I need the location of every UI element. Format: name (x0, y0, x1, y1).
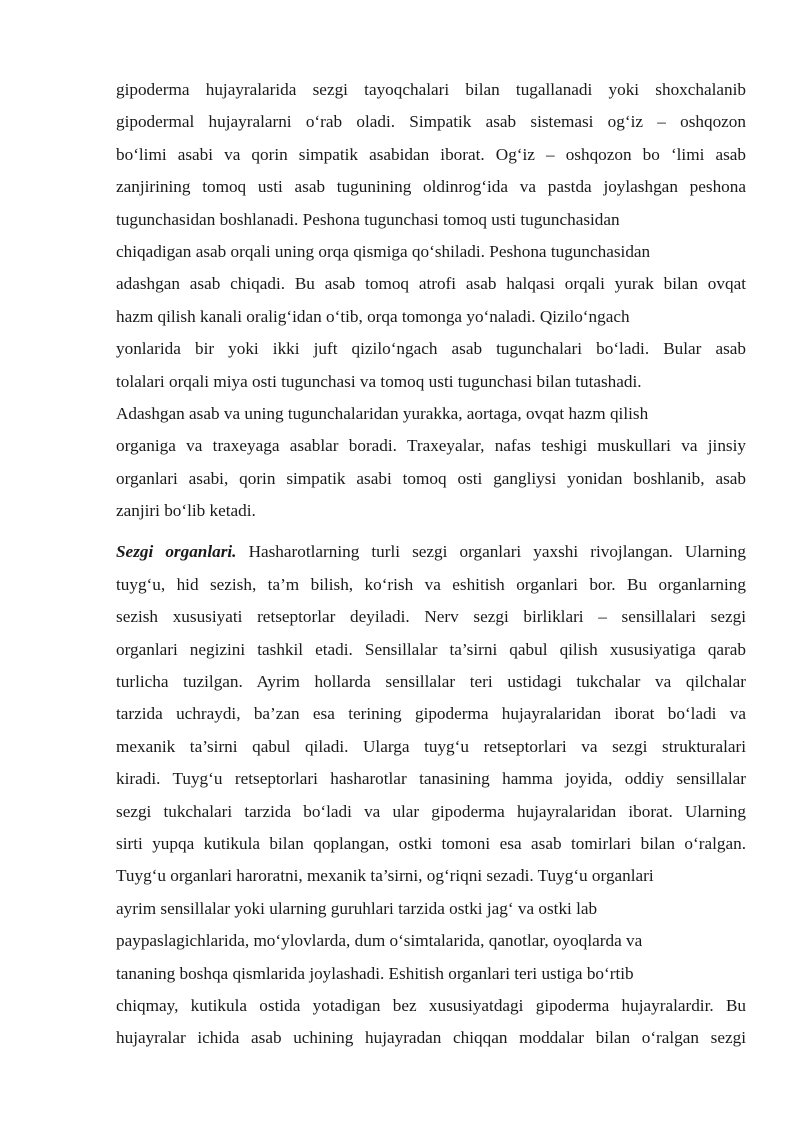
text-line: hazm qilish kanali oralig‘idan o‘tib, orqa tomonga yo‘naladi. Qizilo‘ngach (116, 306, 630, 326)
text-line: tugunchasidan boshlanadi. Peshona tugunchasi tomoq usti tugunchasidan (116, 209, 620, 229)
text-line: yonlarida bir yoki ikki juft qizilo‘ngach asab tugunchalari bo‘ladi. Bular asab (116, 339, 746, 359)
heading-line-rest: Hasharotlarning turli sezgi organlari yaxshi rivojlangan. Ularning (236, 542, 746, 562)
text-line: mexanik ta’sirni qabul qiladi. Ularga tuyg‘u retseptorlari va sezgi strukturalari (116, 736, 746, 756)
text-line: Tuyg‘u organlari haroratni, mexanik ta’sirni, og‘riqni sezadi. Tuyg‘u organlari (116, 866, 654, 886)
text-line: ayrim sensillalar yoki ularning guruhlari tarzida ostki jag‘ va ostki lab (116, 898, 598, 918)
text-line: tolalari orqali miya osti tugunchasi va tomoq usti tugunchasi bilan tutashadi. (116, 371, 642, 391)
text-line: tananing boshqa qismlarida joylashadi. Eshitish organlari teri ustiga bo‘rtib (116, 963, 634, 983)
text-line: gipoderma hujayralarida sezgi tayoqchalari bilan tugallanadi yoki shoxchalanib (116, 80, 746, 99)
text-line: turlicha tuzilgan. Ayrim hollarda sensillalar teri ustidagi tukchalar va qilchalar (116, 672, 746, 692)
text-line: sezish xususiyati retseptorlar deyiladi. Nerv sezgi birliklari – sensillalari sezgi (116, 607, 746, 627)
text-line (116, 536, 746, 568)
text-line: zanjirining tomoq usti asab tugunining oldinrog‘ida va pastda joylashgan peshona (116, 177, 746, 197)
text-line: chiqmay, kutikula ostida yotadigan bez xususiyatdagi gipoderma hujayralardir. Bu (116, 995, 746, 1015)
text-line: paypaslagichlarida, mo‘ylovlarda, dum o‘simtalarida, qanotlar, oyoqlarda va (116, 931, 643, 951)
text-line: tarzida uchraydi, ba’zan esa terining gipoderma hujayralaridan iborat bo‘ladi va (116, 704, 746, 724)
paragraph-nervous-system (116, 74, 746, 527)
text-line: hujayralar ichida asab uchining hujayradan chiqqan moddalar bilan o‘ralgan sezgi (116, 1028, 746, 1048)
text-line: tuyg‘u, hid sezish, ta’m bilish, ko‘rish va eshitish organlari bor. Bu organlarning (116, 574, 746, 594)
text-line: sezgi tukchalari tarzida bo‘ladi va ular gipoderma hujayralaridan iborat. Ularning (116, 801, 746, 821)
section-heading: Sezgi organlari. (116, 542, 237, 562)
paragraph-sense-organs (116, 536, 746, 1054)
text-line: organlari negizini tashkil etadi. Sensillalar ta’sirni qabul qilish xususiyatiga qarab (116, 639, 746, 659)
text-line: chiqadigan asab orqali uning orqa qismiga qo‘shiladi. Peshona tugunchasidan (116, 241, 651, 261)
text-line: organlari asabi, qorin simpatik asabi tomoq osti gangliysi yonidan boshlanib, asab (116, 468, 746, 488)
text-line: organiga va traxeyaga asablar boradi. Traxeyalar, nafas teshigi muskullari va jinsiy (116, 436, 746, 456)
text-line: bo‘limi asabi va qorin simpatik asabidan iborat. Og‘iz – oshqozon bo ‘limi asab (116, 144, 746, 164)
text-line: Adashgan asab va uning tugunchalaridan yurakka, aortaga, ovqat hazm qilish (116, 403, 649, 423)
text-line: sirti yupqa kutikula bilan qoplangan, ostki tomoni esa asab tomirlari bilan o‘ralgan. (116, 833, 746, 853)
text-line: adashgan asab chiqadi. Bu asab tomoq atrofi asab halqasi orqali yurak bilan ovqat (116, 274, 746, 294)
text-line: zanjiri bo‘lib ketadi. (116, 501, 256, 521)
text-line: gipodermal hujayralarni o‘rab oladi. Simpatik asab sistemasi og‘iz – oshqozon (116, 112, 746, 132)
paragraph-spacer (116, 527, 746, 536)
text-line: kiradi. Tuyg‘u retseptorlari hasharotlar tanasining hamma joyida, oddiy sensillalar (116, 769, 746, 789)
document-page (116, 74, 746, 1055)
